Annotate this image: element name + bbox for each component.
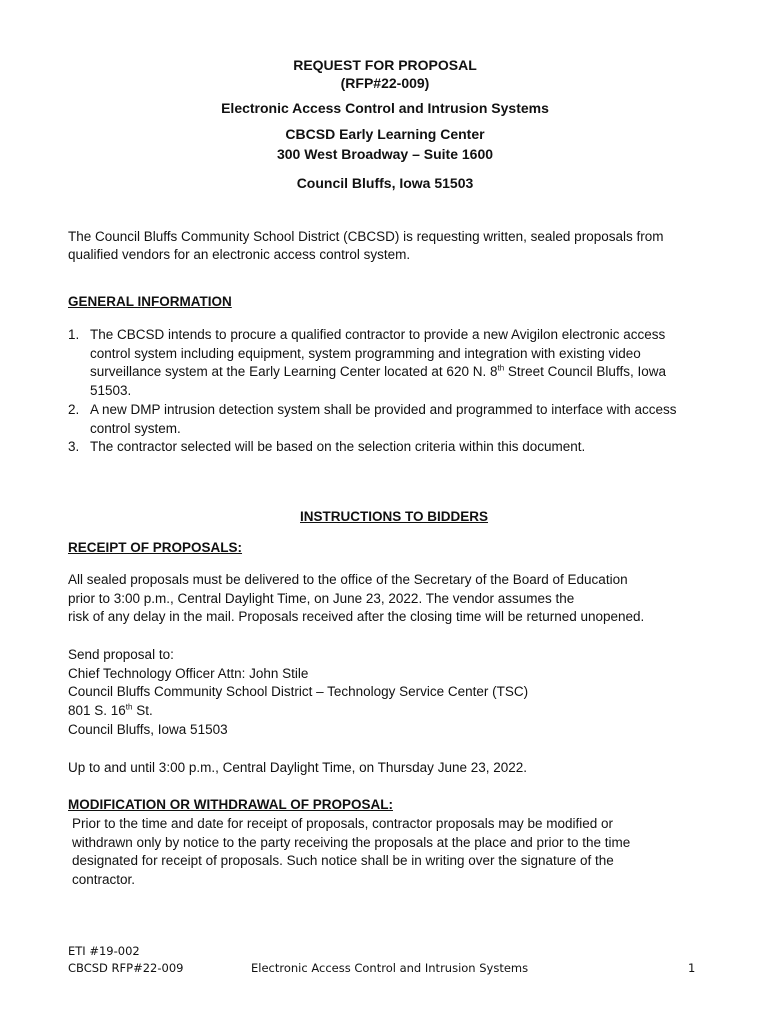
send-proposal-label: Send proposal to: — [68, 647, 174, 662]
list-number: 1. — [68, 327, 80, 342]
modification-line-3: designated for receipt of proposals. Such notice shall be in writing over the signature of the — [72, 853, 614, 868]
address-line-3 — [68, 702, 153, 721]
rfp-subject: Electronic Access Control and Intrusion Systems — [221, 100, 549, 116]
document-title: REQUEST FOR PROPOSAL — [293, 57, 477, 73]
list-item-line — [90, 363, 666, 382]
modification-line-4: contractor. — [72, 872, 136, 887]
footer-eti: ETI #19-002 — [68, 944, 140, 958]
list-item-line: A new DMP intrusion detection system shall be provided and programmed to interface with access — [90, 402, 677, 417]
list-item-text: Street Council Bluffs, Iowa — [504, 364, 666, 379]
superscript: th — [125, 702, 133, 712]
organization-address: 300 West Broadway – Suite 1600 — [276, 146, 494, 162]
list-item-text: surveillance system at the Early Learning Center located at 620 N. 8 — [90, 364, 498, 379]
list-item-line: The CBCSD intends to procure a qualified contractor to provide a new Avigilon electronic access — [90, 327, 666, 342]
superscript: th — [497, 363, 505, 373]
address-text: 801 S. 16 — [68, 703, 126, 718]
receipt-heading: RECEIPT OF PROPOSALS: — [68, 540, 243, 555]
receipt-line-3: risk of any delay in the mail. Proposals received after the closing time will be returned unopened. — [68, 609, 645, 624]
organization-city: Council Bluffs, Iowa 51503 — [296, 175, 474, 191]
list-item-line: 51503. — [90, 383, 132, 398]
organization-name: CBCSD Early Learning Center — [285, 126, 485, 142]
list-item-line: The contractor selected will be based on the selection criteria within this document. — [90, 439, 586, 454]
page-number: 1 — [688, 961, 696, 975]
receipt-line-2: prior to 3:00 p.m., Central Daylight Time, on June 23, 2022. The vendor assumes the — [68, 591, 575, 606]
general-information-heading: GENERAL INFORMATION — [68, 294, 232, 309]
list-item-line: control system. — [90, 421, 181, 436]
modification-heading: MODIFICATION OR WITHDRAWAL OF PROPOSAL: — [68, 797, 393, 812]
modification-line-1: Prior to the time and date for receipt of proposals, contractor proposals may be modified or — [72, 816, 614, 831]
list-number: 3. — [68, 439, 80, 454]
footer-rfp: CBCSD RFP#22-009 — [68, 961, 184, 975]
address-line-1: Chief Technology Officer Attn: John Stile — [68, 666, 309, 681]
rfp-number: (RFP#22-009) — [340, 75, 430, 91]
receipt-line-1: All sealed proposals must be delivered to the office of the Secretary of the Board of Education — [68, 572, 628, 587]
instructions-heading: INSTRUCTIONS TO BIDDERS — [300, 509, 489, 524]
intro-line-1: The Council Bluffs Community School District (CBCSD) is requesting written, sealed proposals from — [68, 229, 664, 244]
intro-line-2: qualified vendors for an electronic access control system. — [68, 247, 411, 262]
deadline-text: Up to and until 3:00 p.m., Central Daylight Time, on Thursday June 23, 2022. — [68, 760, 528, 775]
address-line-4: Council Bluffs, Iowa 51503 — [68, 722, 228, 737]
list-item-line: control system including equipment, system programming and integration with existing video — [90, 346, 641, 361]
address-text: St. — [132, 703, 153, 718]
address-line-2: Council Bluffs Community School District – Technology Service Center (TSC) — [68, 684, 529, 699]
modification-line-2: withdrawn only by notice to the party receiving the proposals at the place and prior to the time — [72, 835, 631, 850]
footer-subject: Electronic Access Control and Intrusion Systems — [251, 961, 529, 975]
list-number: 2. — [68, 402, 80, 417]
